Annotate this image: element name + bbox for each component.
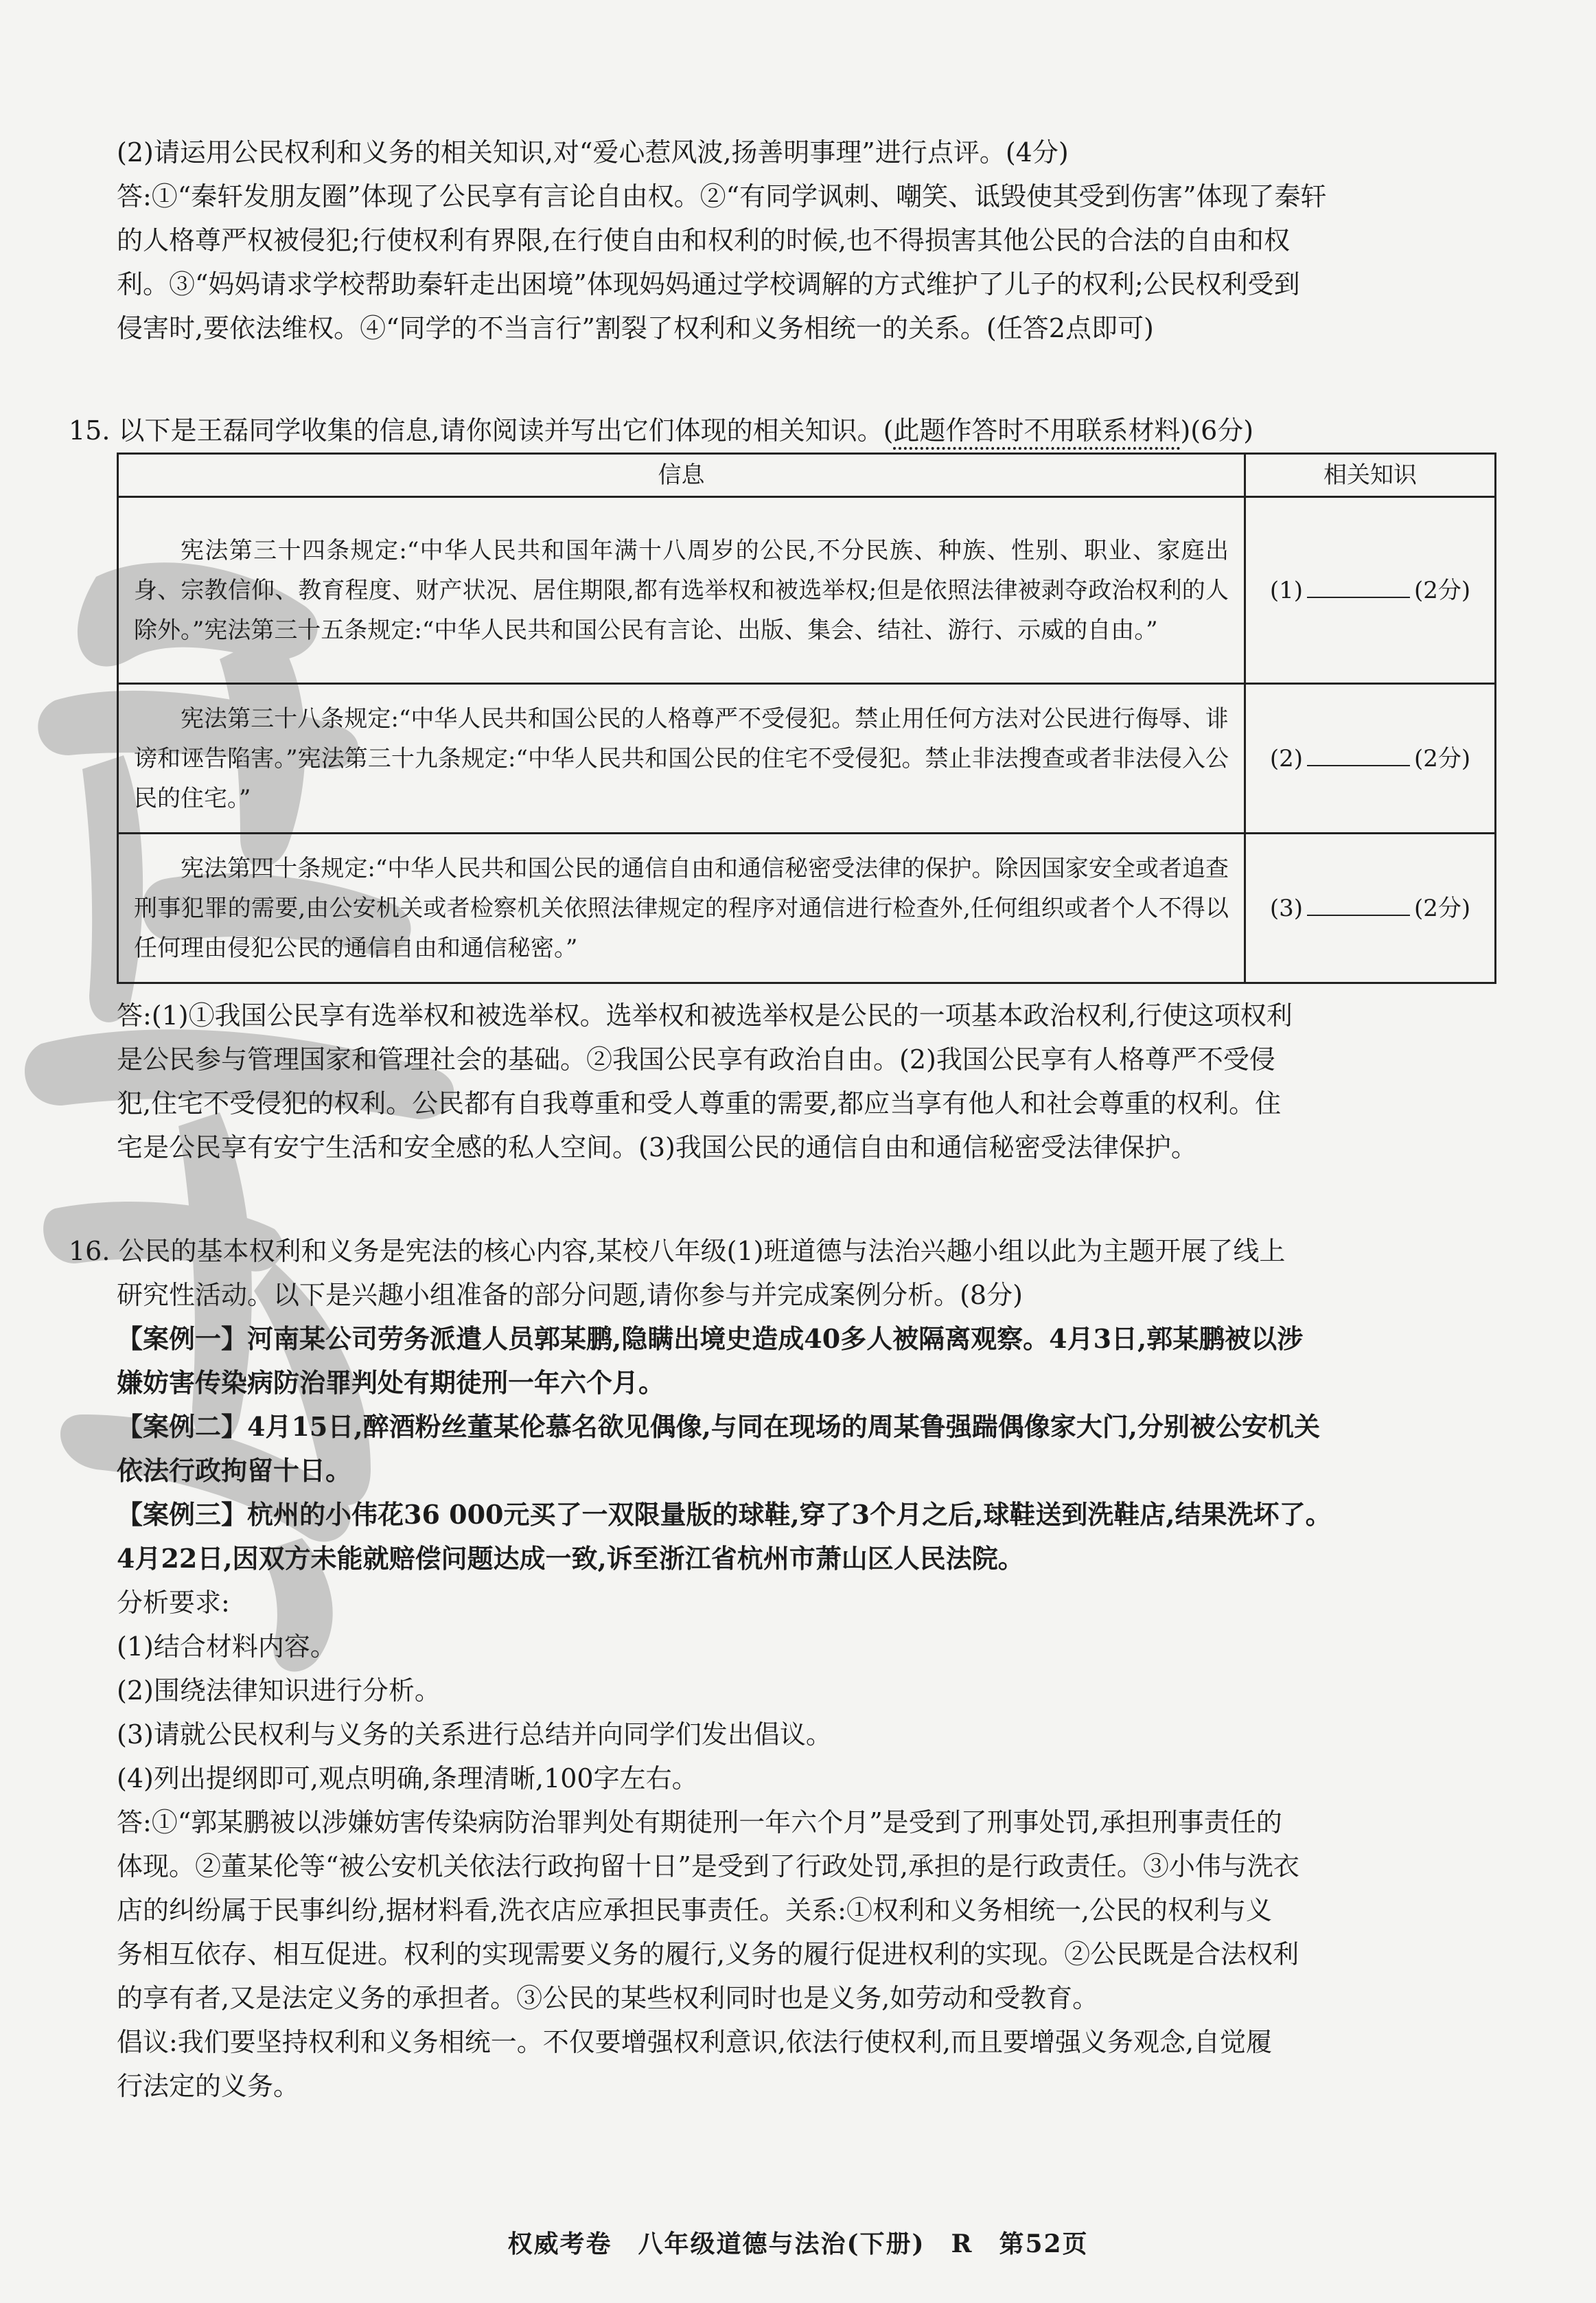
requirements-title: 分析要求: [117, 1588, 230, 1618]
table-header-knowledge: 相关知识 [1245, 454, 1496, 497]
question-14-part-2 [117, 130, 1496, 350]
blank-number: (2) [1269, 744, 1303, 772]
q15-title-end: )(6分) [1180, 415, 1254, 446]
case-tag: 【案例三】 [117, 1499, 248, 1530]
case-three [117, 1493, 1496, 1537]
page-content [69, 130, 1496, 2101]
table-row [118, 497, 1496, 684]
requirement-item: (2)围绕法律知识进行分析。 [117, 1675, 441, 1706]
q15-answer-line: 犯,住宅不受侵犯的权利。公民都有自我尊重和受人尊重的需要,都应当享有他人和社会尊重的权利。住 [117, 1088, 1282, 1119]
law-text-cell: 宪法第三十四条规定:“中华人民共和国年满十八周岁的公民,不分民族、种族、性别、职业、家庭出身、宗教信仰、教育程度、财产状况、居住期限,都有选举权和被选举权;但是依照法律被剥夺政治权利的人除外。”宪法第三十五条规定:“中华人民共和国公民有言论、出版、集会、结社、游行、示威的自由。” [118, 497, 1245, 684]
answer-blank-cell [1245, 497, 1496, 684]
law-text-cell: 宪法第四十条规定:“中华人民共和国公民的通信自由和通信秘密受法律的保护。除因国家安全或者追查刑事犯罪的需要,由公安机关或者检察机关依照法律规定的程序对通信进行检查外,任何组织或者个人不得以任何理由侵犯公民的通信自由和通信秘密。” [118, 834, 1245, 983]
question-16 [69, 1229, 1496, 2108]
q16-title: 16. 公民的基本权利和义务是宪法的核心内容,某校八年级(1)班道德与法治兴趣小组以此为主题开展了线上 [69, 1236, 1286, 1266]
blank-score: (2分) [1414, 744, 1471, 772]
q15-title-emphasis: 此题作答时不用联系材料 [893, 415, 1180, 450]
q16-answer-line: 答:①“郭某鹏被以涉嫌妨害传染病防治罪判处有期徒刑一年六个月”是受到了刑事处罚,承担刑事责任的 [117, 1807, 1282, 1837]
q15-answer-line: 是公民参与管理国家和管理社会的基础。②我国公民享有政治自由。(2)我国公民享有人格尊严不受侵 [117, 1044, 1275, 1075]
case-tag: 【案例一】 [117, 1323, 248, 1354]
q15-title-main: 15. 以下是王磊同学收集的信息,请你阅读并写出它们体现的相关知识。( [69, 415, 894, 446]
case-three-cont: 4月22日,因双方未能就赔偿问题达成一致,诉至浙江省杭州市萧山区人民法院。 [117, 1543, 1024, 1574]
q14-answer-line: 利。③“妈妈请求学校帮助秦轩走出困境”体现妈妈通过学校调解的方式维护了儿子的权利;公民权利受到 [117, 269, 1300, 299]
q15-title [69, 409, 1496, 452]
q14-answer-line: 的人格尊严权被侵犯;行使权利有界限,在行使自由和权利的时候,也不得损害其他公民的合法的自由和权 [117, 225, 1290, 255]
requirement-item: (3)请就公民权利与义务的关系进行总结并向同学们发出倡议。 [117, 1719, 832, 1750]
q14-answer-line: 侵害时,要依法维权。④“同学的不当言行”割裂了权利和义务相统一的关系。(任答2点即可) [117, 313, 1154, 343]
q15-info-table [117, 452, 1496, 984]
case-one [117, 1317, 1496, 1361]
case-text: 河南某公司劳务派遣人员郭某鹏,隐瞒出境史造成40多人被隔离观察。4月3日,郭某鹏被以涉 [247, 1323, 1304, 1354]
blank-score: (2分) [1414, 576, 1471, 604]
requirement-item: (1)结合材料内容。 [117, 1631, 336, 1662]
case-text: 4月15日,醉酒粉丝董某伦慕名欲见偶像,与同在现场的周某鲁强踹偶像家大门,分别被公安机关 [247, 1411, 1321, 1442]
blank-number: (3) [1269, 894, 1303, 922]
q16-title: 研究性活动。以下是兴趣小组准备的部分问题,请你参与并完成案例分析。(8分) [117, 1280, 1023, 1310]
q16-answer-line: 的享有者,又是法定义务的承担者。③公民的某些权利同时也是义务,如劳动和受教育。 [117, 1983, 1099, 2013]
requirement-item: (4)列出提纲即可,观点明确,条理清晰,100字左右。 [117, 1763, 698, 1794]
q14-answer-line: 答:①“秦轩发朋友圈”体现了公民享有言论自由权。②“有同学讽刺、嘲笑、诋毁使其受到伤害”体现了秦轩 [117, 181, 1327, 211]
q15-answer-line: 宅是公民享有安宁生活和安全感的私人空间。(3)我国公民的通信自由和通信秘密受法律保护。 [117, 1132, 1197, 1162]
case-two [117, 1405, 1496, 1449]
q16-answer-line: 倡议:我们要坚持权利和义务相统一。不仅要增强权利意识,依法行使权利,而且要增强义务观念,自觉履 [117, 2027, 1273, 2057]
q16-answer-line: 务相互依存、相互促进。权利的实现需要义务的履行,义务的履行促进权利的实现。②公民既是合法权利 [117, 1939, 1299, 1969]
answer-blank-line[interactable] [1307, 744, 1410, 766]
law-text-cell: 宪法第三十八条规定:“中华人民共和国公民的人格尊严不受侵犯。禁止用任何方法对公民进行侮辱、诽谤和诬告陷害。”宪法第三十九条规定:“中华人民共和国公民的住宅不受侵犯。禁止非法搜查或者非法侵入公民的住宅。” [118, 684, 1245, 834]
table-header-info: 信息 [118, 454, 1245, 497]
answer-blank-cell [1245, 684, 1496, 834]
q14-part2-prompt: (2)请运用公民权利和义务的相关知识,对“爱心惹风波,扬善明事理”进行点评。(4分) [117, 137, 1069, 168]
answer-blank-line[interactable] [1307, 576, 1410, 598]
table-row [118, 834, 1496, 983]
answer-blank-line[interactable] [1307, 894, 1410, 916]
table-header-row [118, 454, 1496, 497]
case-one-cont: 嫌妨害传染病防治罪判处有期徒刑一年六个月。 [117, 1367, 665, 1398]
table-row [118, 684, 1496, 834]
question-15 [69, 409, 1496, 1169]
q16-answer-line: 体现。②董某伦等“被公安机关依法行政拘留十日”是受到了行政处罚,承担的是行政责任。③小伟与洗衣 [117, 1851, 1299, 1881]
q16-answer-line: 行法定的义务。 [117, 2071, 300, 2101]
blank-number: (1) [1269, 576, 1303, 604]
page-footer: 权威考卷 八年级道德与法治(下册) R 第52页 [507, 2230, 1089, 2258]
q16-answer-line: 店的纠纷属于民事纠纷,据材料看,洗衣店应承担民事责任。关系:①权利和义务相统一,公民的权利与义 [117, 1895, 1273, 1925]
case-text: 杭州的小伟花36 000元买了一双限量版的球鞋,穿了3个月之后,球鞋送到洗鞋店,结果洗坏了。 [247, 1499, 1332, 1530]
case-two-cont: 依法行政拘留十日。 [117, 1455, 352, 1486]
answer-blank-cell [1245, 834, 1496, 983]
q15-answer-line: 答:(1)①我国公民享有选举权和被选举权。选举权和被选举权是公民的一项基本政治权利,行使这项权利 [117, 1000, 1293, 1031]
blank-score: (2分) [1414, 894, 1471, 922]
case-tag: 【案例二】 [117, 1411, 248, 1442]
